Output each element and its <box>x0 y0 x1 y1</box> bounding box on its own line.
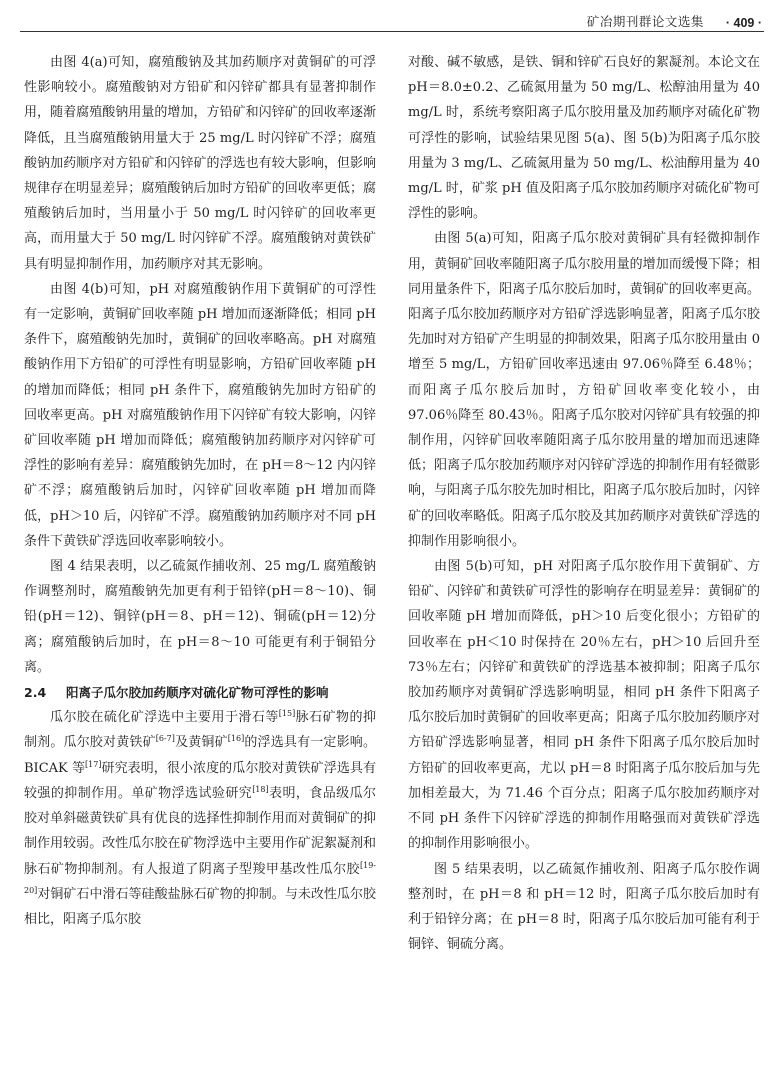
citation-ref: [16] <box>227 734 245 744</box>
running-header <box>0 0 782 30</box>
section-number: 2.4 <box>24 685 47 701</box>
text-run: 及黄铜矿 <box>174 735 228 751</box>
paragraph-fig4b: 由图 4(b)可知，pH 对腐殖酸钠作用下黄铜矿的可浮性有一定影响，黄铜矿回收率随 pH 增加而逐渐降低；相同 pH 条件下，腐殖酸钠先加时，黄铜矿的回收率略高。pH 对腐殖酸钠作用下方铅矿的可浮性有明显影响，方铅矿回收率随 pH 的增加而降低；相同 pH 条件下，腐殖酸钠先加时方铅矿的回收率更高。pH 对腐殖酸钠作用下闪锌矿有较大影响，闪锌矿回收率随 pH 增加而降低；腐殖酸钠加药顺序对闪锌矿可浮性的影响有差异：腐殖酸钠先加时，在 pH＝8～12 内闪锌矿不浮；腐殖酸钠后加时，闪锌矿回收率随 pH 增加而降低，pH＞10 后，闪锌矿不浮。腐殖酸钠加药顺序对不同 pH 条件下黄铁矿浮选回收率影响较小。 <box>24 281 376 549</box>
left-column <box>24 50 376 932</box>
citation-ref: [17] <box>85 759 102 769</box>
section-heading <box>24 680 376 705</box>
paragraph-fig4-summary: 图 4 结果表明，以乙硫氮作捕收剂、25 mg/L 腐殖酸钠作调整剂时，腐殖酸钠先加更有利于铅锌(pH＝8～10)、铜铅(pH＝12)、铜锌(pH＝8、pH＝12)、铜硫(pH＝12)分离；腐殖酸钠后加时，在 pH＝8～10 可能更有利于铜铅分离。 <box>24 559 376 675</box>
citation-ref: [6-7] <box>155 734 175 744</box>
header-rule <box>20 31 764 32</box>
citation-ref: [19-20] <box>24 860 376 895</box>
text-run: 对铜矿石中滑石等硅酸盐脉石矿物的抑制。与未改性瓜尔胶相比，阳离子瓜尔胶 <box>24 886 376 927</box>
right-column <box>408 50 760 957</box>
page-number: · 409 · <box>725 16 762 30</box>
paragraph-guar-intro <box>24 705 376 932</box>
text-run: 瓜尔胶在硫化矿浮选中主要用于滑石等 <box>50 710 279 726</box>
journal-title: 矿冶期刊群论文选集 <box>586 15 704 29</box>
paragraph-fig4a: 由图 4(a)可知，腐殖酸钠及其加药顺序对黄铜矿的可浮性影响较小。腐殖酸钠对方铅矿和闪锌矿都具有显著抑制作用，随着腐殖酸钠用量的增加，方铅矿和闪锌矿的回收率逐渐降低，且当腐殖酸钠用量大于 25 mg/L 时闪锌矿不浮；腐殖酸钠加药顺序对方铅矿和闪锌矿的浮选也有较大影响，但影响规律存在明显差异；腐殖酸钠后加时方铅矿的回收率更低；腐殖酸钠后加时，当用量小于 50 mg/L 时闪锌矿的回收率更高，而用量大于 50 mg/L 时闪锌矿不浮。腐殖酸钠对黄铁矿具有明显抑制作用，加药顺序对其无影响。 <box>24 55 376 272</box>
citation-ref: [15] <box>278 709 296 719</box>
text-run: 的浮选具有一定影响。BICAK 等 <box>24 735 376 776</box>
paragraph-fig5a: 由图 5(a)可知，阳离子瓜尔胶对黄铜矿具有轻微抑制作用，黄铜矿回收率随阳离子瓜尔胶用量的增加而缓慢下降；相同用量条件下，阳离子瓜尔胶后加时，黄铜矿的回收率更高。阳离子瓜尔胶加药顺序对方铅矿浮选影响显著，阳离子瓜尔胶先加时对方铅矿产生明显的抑制效果，阳离子瓜尔胶用量由 0 增至 5 mg/L，方铅矿回收率迅速由 97.06％降至 6.48％；而阳离子瓜尔胶后加时，方铅矿回收率变化较小，由 97.06％降至 80.43％。阳离子瓜尔胶对闪锌矿具有较强的抑制作用，闪锌矿回收率随阳离子瓜尔胶用量的增加而迅速降低；阳离子瓜尔胶加药顺序对闪锌矿浮选的抑制作用有轻微影响，与阳离子瓜尔胶先加时相比，阳离子瓜尔胶后加时，闪锌矿的回收率略低。阳离子瓜尔胶及其加药顺序对黄铁矿浮选的抑制作用影响很小。 <box>408 231 760 549</box>
citation-ref: [18] <box>252 784 269 794</box>
text-run: 脉石矿物的抑制剂。瓜尔胶对黄铁矿 <box>24 710 376 751</box>
paragraph-fig5-summary: 图 5 结果表明，以乙硫氮作捕收剂、阳离子瓜尔胶作调整剂时，在 pH＝8 和 pH＝12 时，阳离子瓜尔胶后加时有利于铅锌分离；在 pH＝8 时，阳离子瓜尔胶后加可能有利于铜锌、铜硫分离。 <box>408 861 760 953</box>
paragraph-fig5b: 由图 5(b)可知，pH 对阳离子瓜尔胶作用下黄铜矿、方铅矿、闪锌矿和黄铁矿可浮性的影响存在明显差异：黄铜矿的回收率随 pH 增加而降低，pH＞10 后变化很小；方铅矿的回收率在 pH＜10 时保持在 20％左右，pH＞10 后回升至 73％左右；闪锌矿和黄铁矿的浮选基本被抑制；阳离子瓜尔胶加药顺序对黄铜矿浮选影响明显，相同 pH 条件下阳离子瓜尔胶后加时黄铜矿的回收率更高；阳离子瓜尔胶加药顺序对方铅矿浮选影响显著，相同 pH 条件下阳离子瓜尔胶后加时方铅矿的回收率更高，尤以 pH＝8 时阳离子瓜尔胶后加与先加相差最大，为 71.46 个百分点；阳离子瓜尔胶加药顺序对不同 pH 条件下闪锌矿浮选的抑制作用略强而对黄铁矿浮选的抑制作用影响很小。 <box>408 559 760 852</box>
text-run: 表明，食品级瓜尔胶对单斜磁黄铁矿具有优良的选择性抑制作用而对黄铜矿的抑制作用较弱。改性瓜尔胶在矿物浮选中主要用作矿泥絮凝剂和脉石矿物抑制剂。有人报道了阴离子型羧甲基改性瓜尔胶 <box>24 785 376 877</box>
section-title: 阳离子瓜尔胶加药顺序对硫化矿物可浮性的影响 <box>66 685 329 701</box>
text-run: 研究表明，很小浓度的瓜尔胶对黄铁矿浮选具有较强的抑制作用。单矿物浮选试验研究 <box>24 760 376 801</box>
paragraph-continued: 对酸、碱不敏感，是铁、铜和锌矿石良好的絮凝剂。本论文在 pH＝8.0±0.2、乙硫氮用量为 50 mg/L、松醇油用量为 40 mg/L 时，系统考察阳离子瓜尔胶用量及加药顺序对硫化矿物可浮性的影响，试验结果见图 5(a)、图 5(b)为阳离子瓜尔胶用量为 3 mg/L、乙硫氮用量为 50 mg/L、松油醇用量为 40 mg/L 时，矿浆 pH 值及阳离子瓜尔胶加药顺序对硫化矿物可浮性的影响。 <box>408 55 760 222</box>
